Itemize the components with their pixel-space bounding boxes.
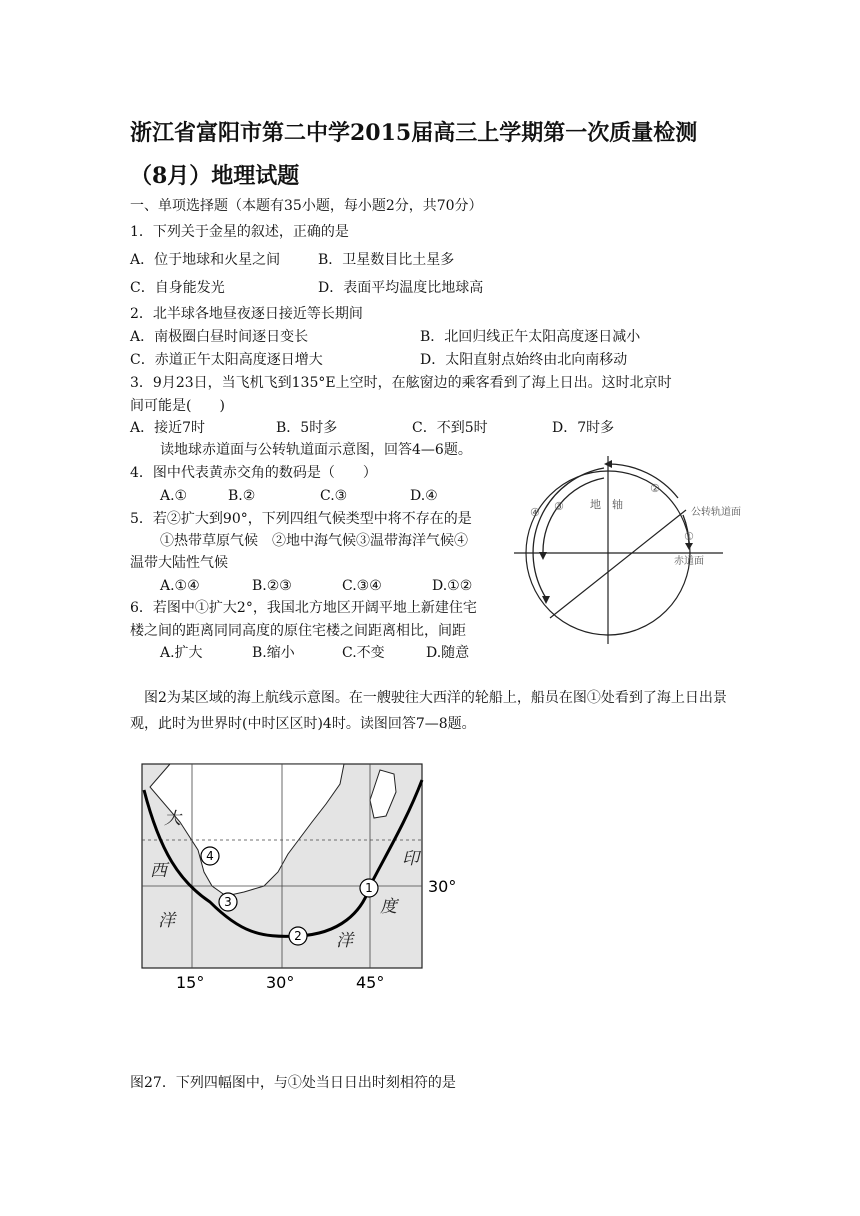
arc-4 — [533, 468, 604, 598]
sea-route-map — [140, 762, 470, 1002]
q2-option-a: A．南极圈白昼时间逐日变长 — [130, 329, 309, 345]
lon-45-label: 45° — [356, 973, 385, 992]
arc-3 — [543, 478, 604, 553]
intro-4-6: 读地球赤道面与公转轨道面示意图，回答4—6题。 — [160, 442, 472, 458]
q5-option-c: C.③④ — [342, 578, 382, 594]
label-xi: 西 — [150, 861, 167, 881]
q5-stem: 5．若②扩大到90°，下列四组气候类型中将不存在的是 — [130, 511, 472, 527]
q2-stem: 2．北半球各地昼夜逐日接近等长期间 — [130, 306, 363, 322]
q3-stem-line1: 3．9月23日，当飞机飞到135°E上空时，在舷窗边的乘客看到了海上日出。这时北京时 — [130, 375, 672, 391]
q3-option-d: D．7时多 — [552, 420, 615, 436]
question-fig27: 图27．下列四幅图中，与①处当日日出时刻相符的是 — [130, 1075, 456, 1091]
axis-label: 地 轴 — [590, 498, 623, 511]
q4-option-a: A.① — [160, 488, 188, 504]
label-yang-atlantic: 洋 — [158, 911, 175, 931]
orbit-plane-line — [550, 510, 686, 618]
label-da: 大 — [164, 809, 181, 829]
q5-line3: 温带大陆性气候 — [130, 555, 228, 571]
q4-option-d: D.④ — [410, 488, 438, 504]
lat-30-label: 30° — [428, 877, 457, 896]
arrow-head — [685, 543, 693, 550]
label-du: 度 — [380, 897, 397, 917]
q6-option-d: D.随意 — [426, 645, 470, 661]
lon-15-label: 15° — [176, 973, 205, 992]
label-2: ② — [650, 482, 660, 495]
orbit-plane-diagram — [508, 448, 758, 648]
lon-30-label: 30° — [266, 973, 295, 992]
point-1-label: 1 — [365, 881, 373, 895]
q3-option-c: C．不到5时 — [412, 420, 488, 436]
label-yin: 印 — [402, 849, 419, 869]
q1-option-c: C．自身能发光 — [130, 280, 225, 296]
q6-option-c: C.不变 — [342, 645, 385, 661]
label-yang-indian: 洋 — [336, 931, 353, 951]
q6-stem-line2: 楼之间的距离同同高度的原住宅楼之间距离相比，间距 — [130, 623, 466, 639]
q6-option-b: B.缩小 — [252, 645, 295, 661]
point-3-label: 3 — [224, 895, 232, 909]
q3-option-b: B．5时多 — [276, 420, 338, 436]
page-subtitle: （8月）地理试题 — [130, 163, 300, 189]
paragraph-7-8: 图2为某区域的海上航线示意图。在一艘驶往大西洋的轮船上，船员在图①处看到了海上日出景观，此时为世界时(中时区区时)4时。读图回答7—8题。 — [130, 690, 727, 732]
point-2-label: 2 — [294, 929, 302, 943]
q1-option-a: A．位于地球和火星之间 — [130, 252, 281, 268]
q5-option-b: B.②③ — [252, 578, 292, 594]
label-3: ③ — [554, 500, 564, 513]
q4-option-b: B.② — [228, 488, 256, 504]
q4-stem: 4．图中代表黄赤交角的数码是（ ） — [130, 465, 377, 481]
page-title: 浙江省富阳市第二中学2015届高三上学期第一次质量检测 — [130, 120, 698, 146]
q5-option-d: D.①② — [432, 578, 473, 594]
equator-plane-label: 赤道面 — [674, 556, 704, 567]
q4-option-c: C.③ — [320, 488, 348, 504]
arrow-head — [539, 552, 547, 560]
q3-stem-line2: 间可能是( ) — [130, 398, 225, 414]
point-4-label: 4 — [206, 849, 214, 863]
q3-option-a: A．接近7时 — [130, 420, 206, 436]
label-4: ④ — [530, 506, 540, 519]
q2-option-b: B．北回归线正午太阳高度逐日减小 — [420, 329, 641, 345]
q5-line2: ①热带草原气候 ②地中海气候③温带海洋气候④ — [160, 533, 468, 549]
q1-option-d: D．表面平均温度比地球高 — [318, 280, 484, 296]
label-1: ① — [684, 530, 694, 543]
q2-option-c: C．赤道正午太阳高度逐日增大 — [130, 352, 323, 368]
arc-2 — [608, 464, 678, 498]
section-heading: 一、单项选择题（本题有35小题，每小题2分，共70分） — [130, 198, 483, 214]
q1-option-b: B．卫星数目比土星多 — [318, 252, 455, 268]
q6-option-a: A.扩大 — [160, 645, 203, 661]
q6-stem-line1: 6．若图中①扩大2°，我国北方地区开阔平地上新建住宅 — [130, 600, 477, 616]
q2-option-d: D．太阳直射点始终由北向南移动 — [420, 352, 628, 368]
q1-stem: 1．下列关于金星的叙述，正确的是 — [130, 224, 349, 240]
q5-option-a: A.①④ — [160, 578, 200, 594]
orbit-plane-label: 公转轨道面 — [691, 507, 741, 518]
